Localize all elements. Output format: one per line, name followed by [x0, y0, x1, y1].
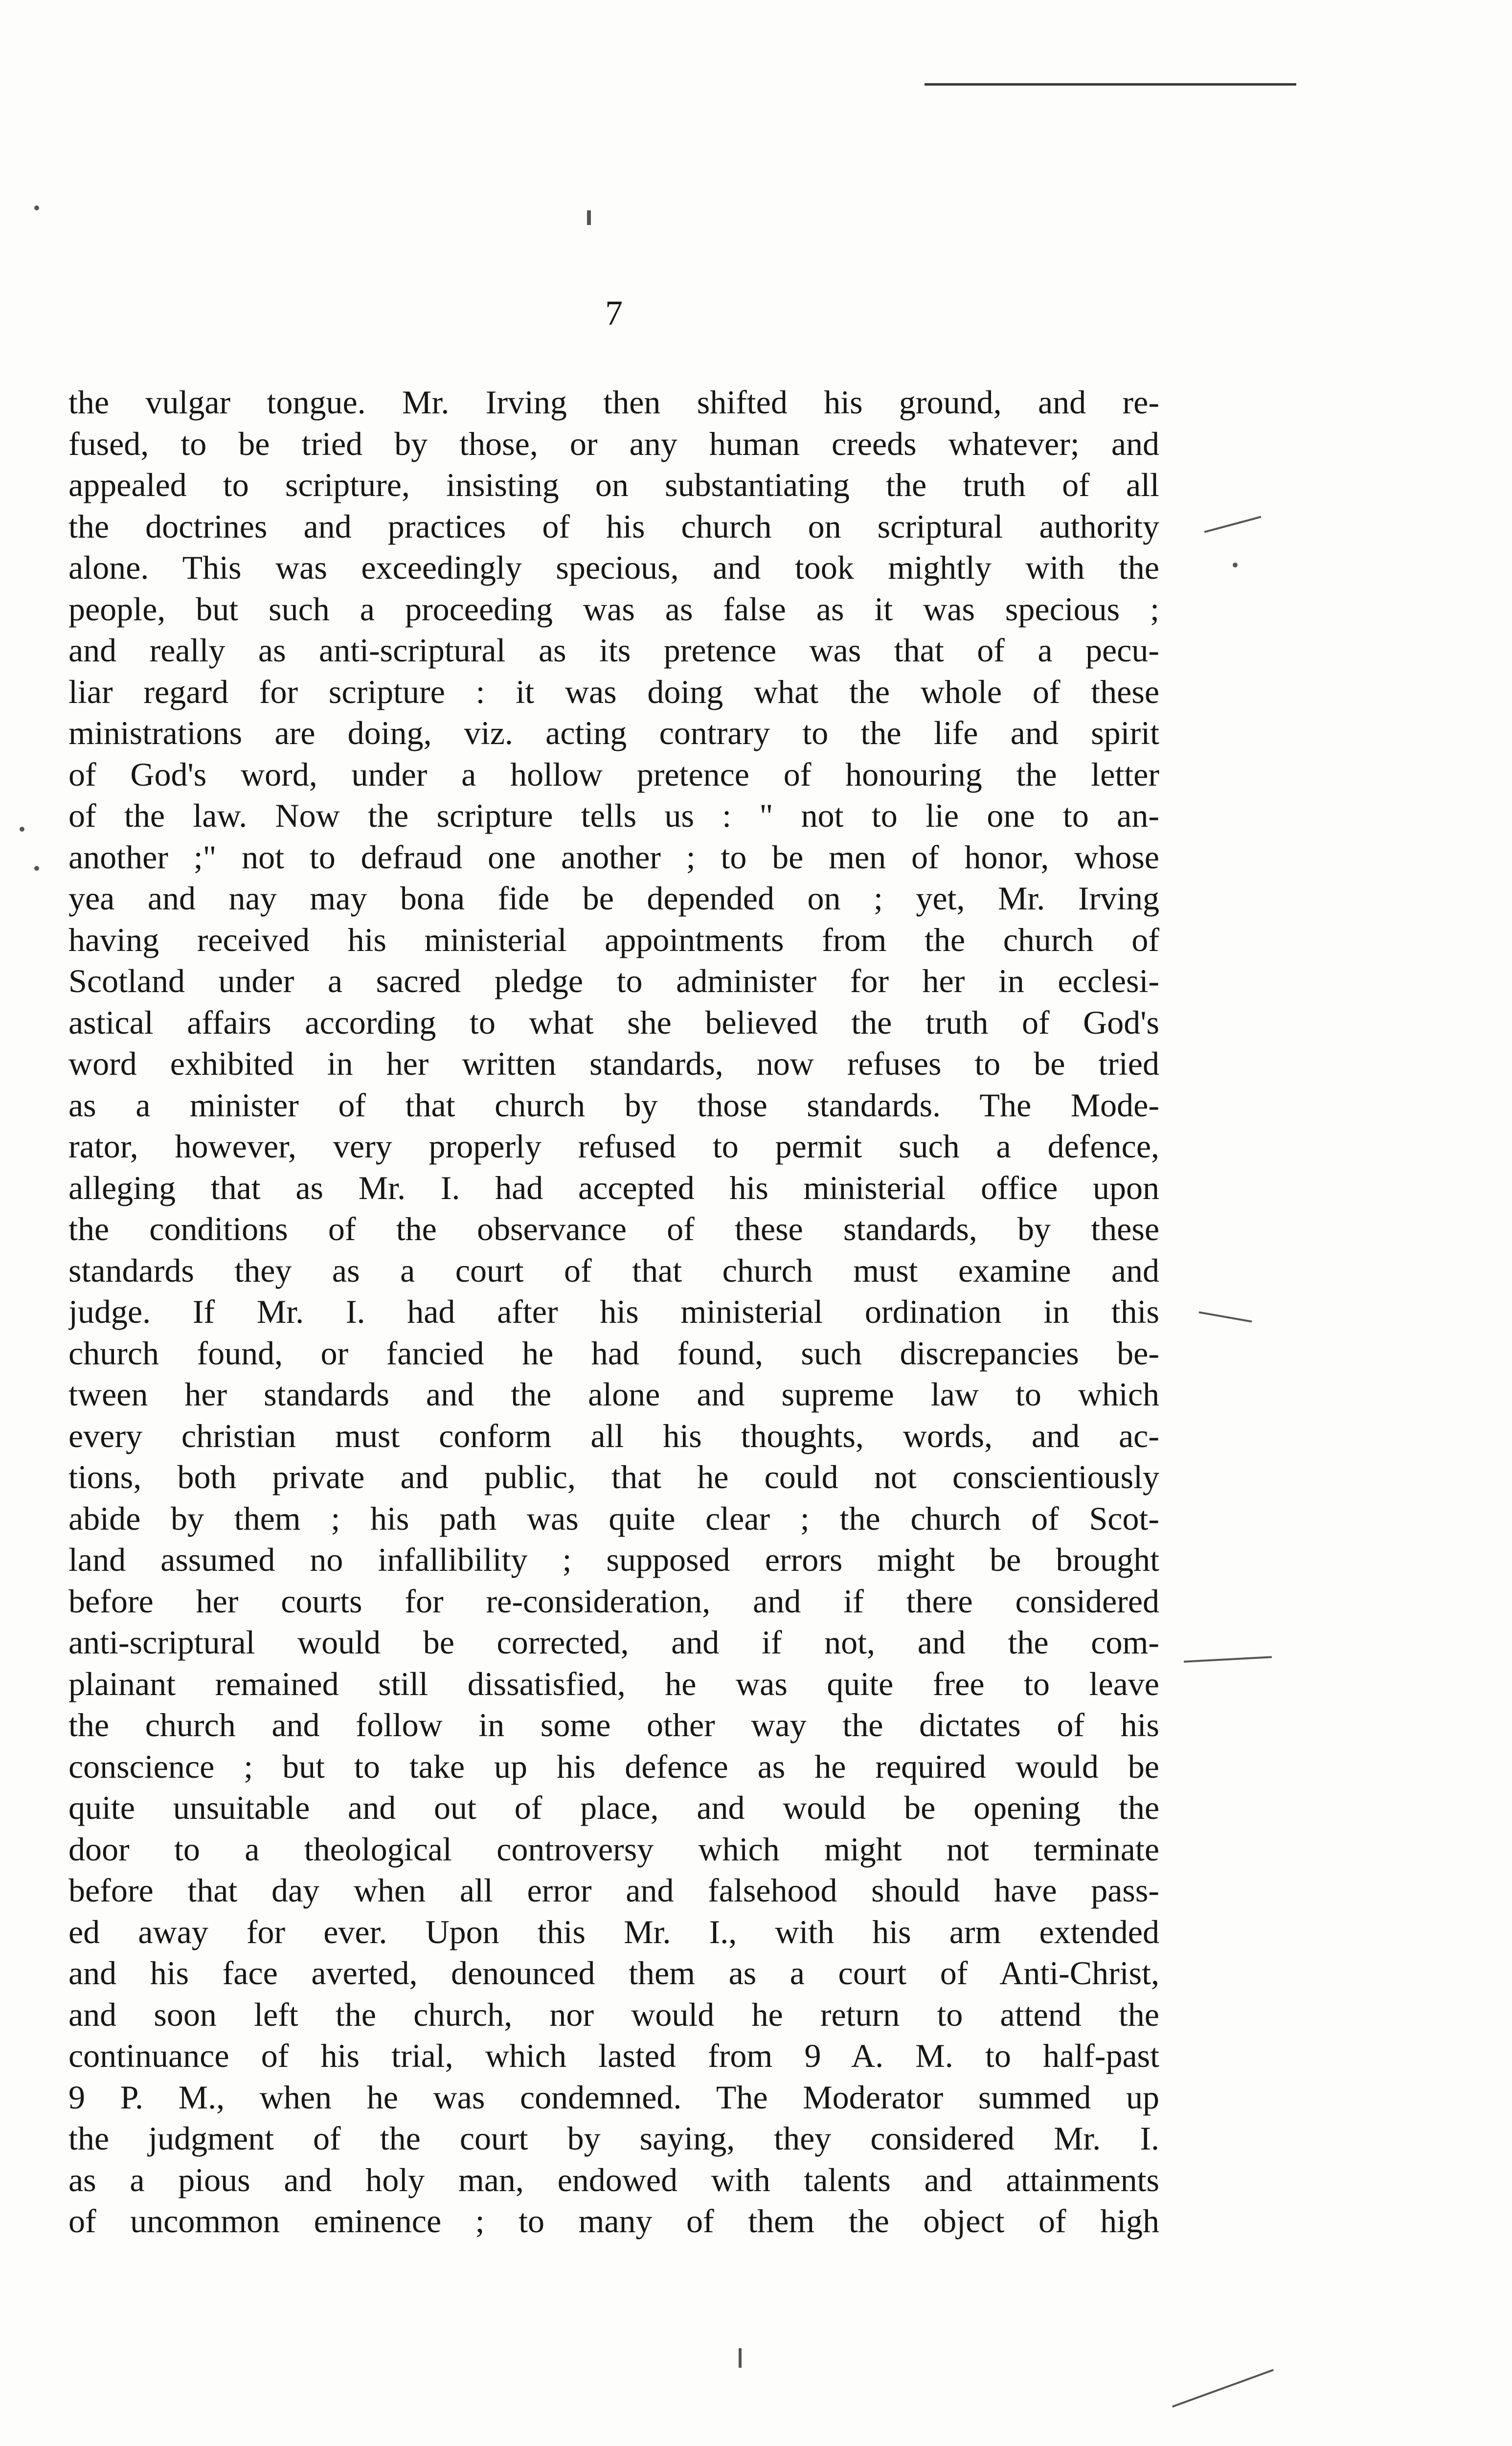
- text-line: every christian must conform all his thoughts, words, and ac-: [68, 1417, 1159, 1454]
- text-line: the vulgar tongue. Mr. Irving then shifted his ground, and re-: [68, 384, 1159, 421]
- scan-speck: [34, 866, 39, 871]
- scan-speck: [34, 205, 39, 210]
- text-line: the church and follow in some other way the dictates of his: [68, 1706, 1159, 1744]
- scan-speck: [1172, 2369, 1274, 2407]
- body-text: [68, 382, 1159, 2242]
- scan-speck: [587, 210, 591, 225]
- scan-speck: [1204, 516, 1262, 533]
- text-line: alleging that as Mr. I. had accepted his ministerial office upon: [68, 1169, 1159, 1206]
- text-line: word exhibited in her written standards, now refuses to be tried: [68, 1045, 1159, 1082]
- text-line: as a minister of that church by those standards. The Mode-: [68, 1086, 1159, 1124]
- top-rule-divider: [925, 83, 1296, 86]
- text-line: ed away for ever. Upon this Mr. I., with his arm extended: [68, 1913, 1159, 1950]
- scan-speck: [739, 2348, 742, 2368]
- scan-speck: [1198, 1311, 1252, 1322]
- text-line: yea and nay may bona fide be depended on ; yet, Mr. Irving: [68, 880, 1159, 917]
- text-line: fused, to be tried by those, or any human creeds whatever; and: [68, 425, 1159, 462]
- text-line: and really as anti-scriptural as its pretence was that of a pecu-: [68, 632, 1159, 669]
- text-line: standards they as a court of that church must examine and: [68, 1251, 1159, 1289]
- text-line: rator, however, very properly refused to permit such a defence,: [68, 1128, 1159, 1165]
- scan-speck: [1233, 563, 1238, 567]
- text-line: before that day when all error and falsehood should have pass-: [68, 1872, 1159, 1909]
- text-line: having received his ministerial appointments from the church of: [68, 921, 1159, 958]
- text-line: of the law. Now the scripture tells us : " not to lie one to an-: [68, 797, 1159, 834]
- text-line: judge. If Mr. I. had after his ministerial ordination in this: [68, 1293, 1159, 1330]
- text-line: 9 P. M., when he was condemned. The Moderator summed up: [68, 2078, 1159, 2116]
- text-line: ministrations are doing, viz. acting contrary to the life and spirit: [68, 714, 1159, 751]
- text-line: as a pious and holy man, endowed with talents and attainments: [68, 2161, 1159, 2198]
- text-line: continuance of his trial, which lasted from 9 A. M. to half-past: [68, 2037, 1159, 2074]
- text-line: the conditions of the observance of these standards, by these: [68, 1210, 1159, 1247]
- text-line: land assumed no infallibility ; supposed errors might be brought: [68, 1541, 1159, 1578]
- text-line: the doctrines and practices of his church on scriptural authority: [68, 507, 1159, 545]
- text-line: another ;" not to defraud one another ; to be men of honor, whose: [68, 838, 1159, 876]
- text-line: tween her standards and the alone and supreme law to which: [68, 1376, 1159, 1413]
- text-line: plainant remained still dissatisfied, he was quite free to leave: [68, 1665, 1159, 1702]
- text-line: abide by them ; his path was quite clear ; the church of Scot-: [68, 1499, 1159, 1537]
- page-number: 7: [605, 294, 623, 333]
- text-line: before her courts for re-consideration, and if there considered: [68, 1582, 1159, 1620]
- text-line: appealed to scripture, insisting on substantiating the truth of all: [68, 466, 1159, 503]
- text-line: tions, both private and public, that he could not conscientiously: [68, 1458, 1159, 1495]
- text-line: Scotland under a sacred pledge to administer for her in ecclesi-: [68, 962, 1159, 999]
- scan-speck: [20, 827, 24, 832]
- text-line: church found, or fancied he had found, such discrepancies be-: [68, 1334, 1159, 1372]
- text-line: astical affairs according to what she believed the truth of God's: [68, 1003, 1159, 1041]
- text-line: liar regard for scripture : it was doing what the whole of these: [68, 673, 1159, 710]
- text-line: conscience ; but to take up his defence as he required would be: [68, 1747, 1159, 1785]
- text-line: door to a theological controversy which might not terminate: [68, 1830, 1159, 1868]
- text-line: people, but such a proceeding was as false as it was specious ;: [68, 590, 1159, 628]
- text-line: of uncommon eminence ; to many of them the object of high: [68, 2202, 1159, 2240]
- text-line: and soon left the church, nor would he return to attend the: [68, 1995, 1159, 2033]
- text-line: anti-scriptural would be corrected, and if not, and the com-: [68, 1624, 1159, 1661]
- text-line: alone. This was exceedingly specious, and took mightly with the: [68, 549, 1159, 586]
- text-line: and his face averted, denounced them as a court of Anti-Christ,: [68, 1954, 1159, 1992]
- scan-speck: [1184, 1656, 1272, 1662]
- text-line: of God's word, under a hollow pretence of honouring the letter: [68, 755, 1159, 793]
- text-line: quite unsuitable and out of place, and would be opening the: [68, 1789, 1159, 1826]
- text-line: the judgment of the court by saying, they considered Mr. I.: [68, 2120, 1159, 2157]
